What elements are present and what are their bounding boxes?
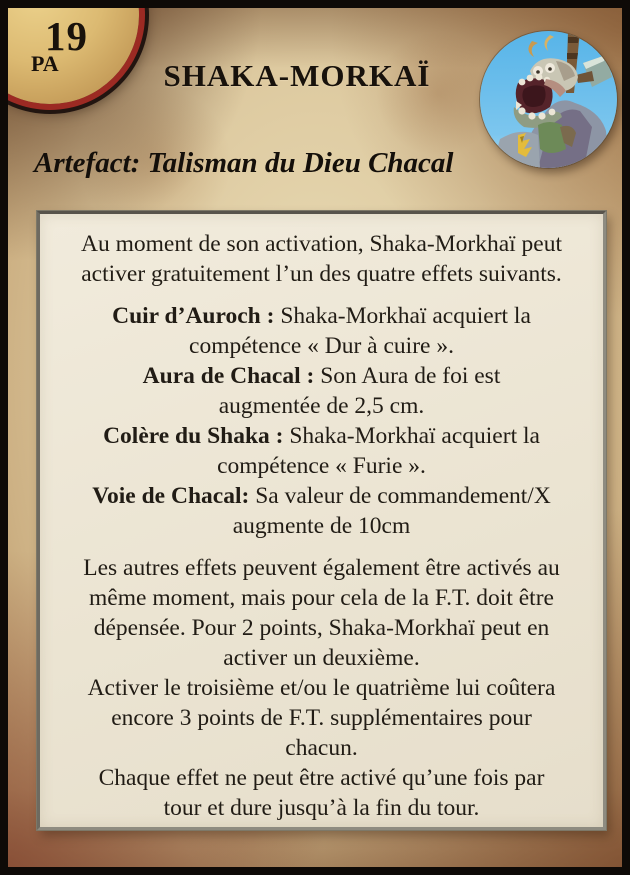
rules-line: Les autres effets peuvent également être activés au (83, 555, 560, 581)
rules-box (37, 211, 606, 830)
rules-paragraph (40, 553, 603, 823)
rules-line: Cuir d’Auroch : Shaka-Morkhaï acquiert la (112, 303, 531, 329)
rules-paragraph (40, 229, 603, 289)
rules-line: Aura de Chacal : Son Aura de foi est (142, 363, 501, 389)
rules-line: Au moment de son activation, Shaka-Morkhaï peut (81, 231, 562, 257)
rules-line: Colère du Shaka : Shaka-Morkhaï acquiert la (103, 423, 540, 449)
rules-line: Voie de Chacal: Sa valeur de commandement/X (92, 483, 551, 509)
rules-line: dépensée. Pour 2 points, Shaka-Morkhaï peut en (93, 615, 550, 641)
rules-line: chacun. (285, 735, 358, 761)
card-subtitle: Artefact: Talisman du Dieu Chacal (34, 147, 454, 179)
rules-line: même moment, mais pour cela de la F.T. doit être (89, 585, 554, 611)
rules-line: augmente de 10cm (232, 513, 411, 539)
rules-paragraph (40, 301, 603, 541)
rules-line: augmentée de 2,5 cm. (218, 393, 425, 419)
rules-line: Chaque effet ne peut être activé qu’une fois par (98, 765, 545, 791)
rules-line: activer un deuxième. (223, 645, 420, 671)
rules-line: compétence « Dur à cuire ». (189, 333, 454, 359)
rules-line: encore 3 points de F.T. supplémentaires pour (111, 705, 532, 731)
cost-unit-label: PA (31, 51, 59, 76)
rules-line: compétence « Furie ». (217, 453, 426, 479)
cost-value: 19 (45, 13, 88, 59)
rules-line: tour et dure jusqu’à la fin du tour. (163, 795, 480, 821)
card-title: SHAKA-MORKAÏ (163, 58, 431, 93)
rules-line: Activer le troisième et/ou le quatrième lui coûtera (87, 675, 556, 701)
rules-line: activer gratuitement l’un des quatre effets suivants. (81, 261, 562, 287)
